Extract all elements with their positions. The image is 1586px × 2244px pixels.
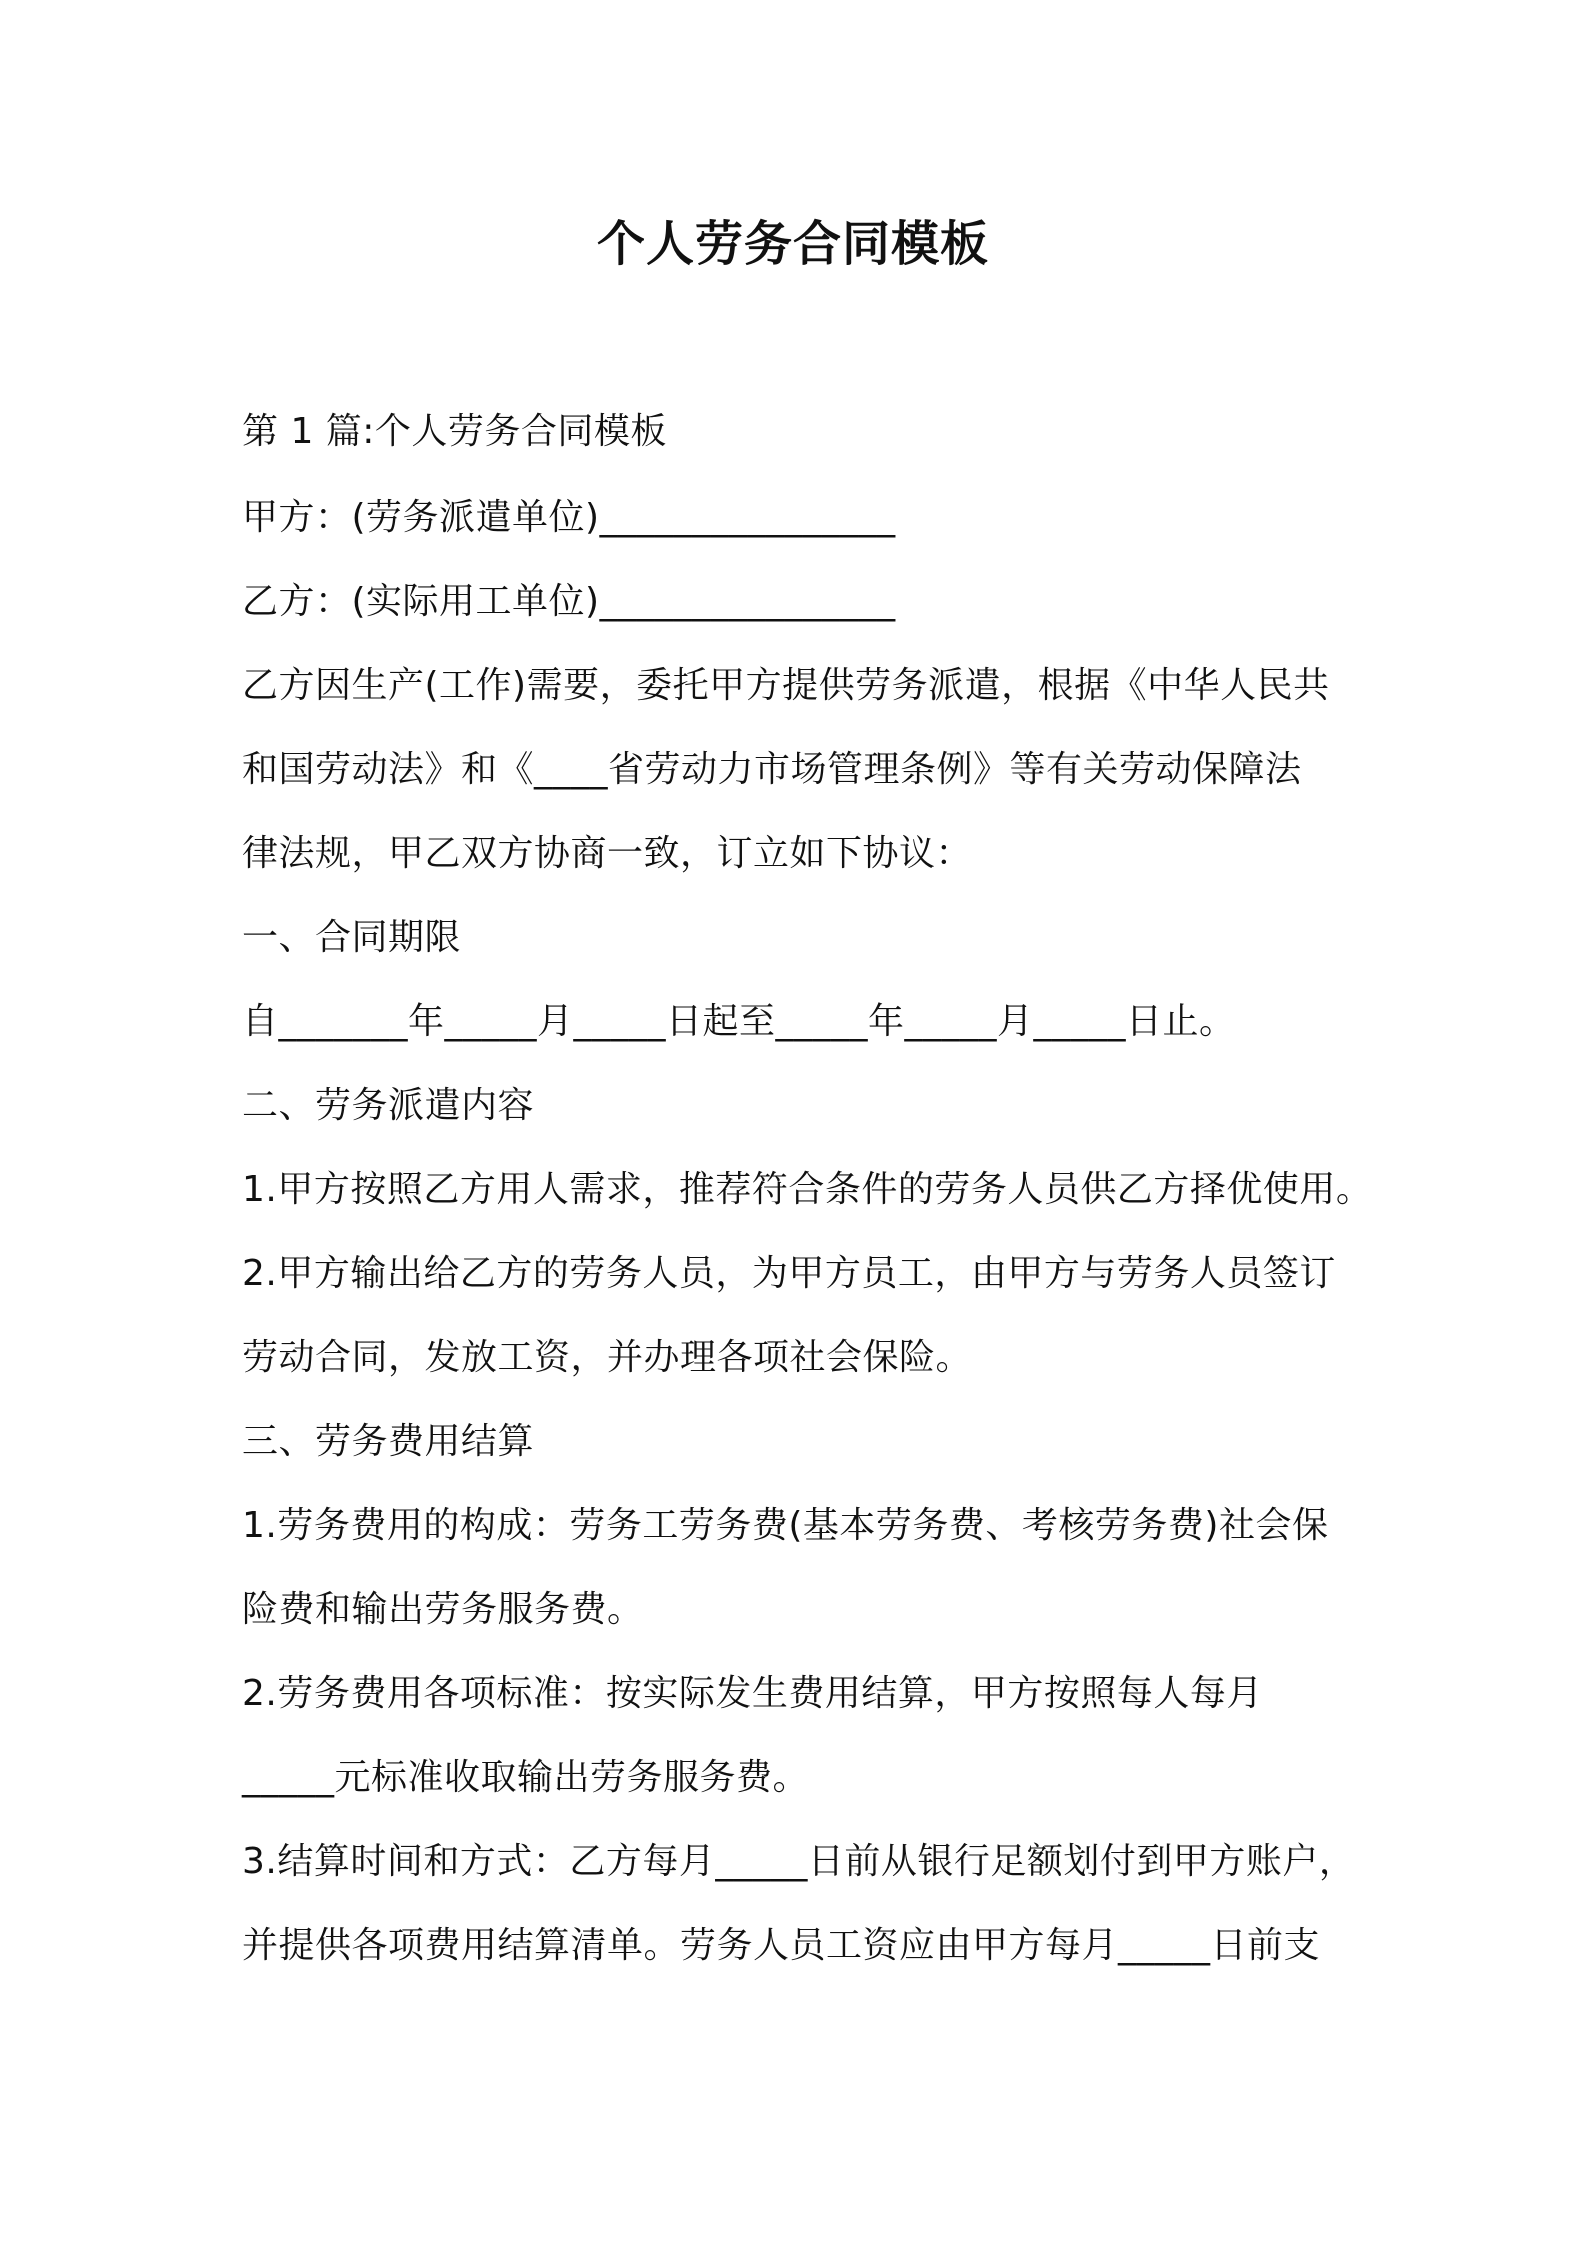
section-heading-part-1: 第 1 篇:个人劳务合同模板 xyxy=(242,411,667,452)
section-heading-fee-settlement: 三、劳务费用结算 xyxy=(242,1421,535,1462)
party-a-line: 甲方：(劳务派遣单位)________________ xyxy=(242,497,896,538)
document-title: 个人劳务合同模板 xyxy=(596,216,989,272)
dispatch-clause-1-line: 1.甲方按照乙方用人需求，推荐符合条件的劳务人员供乙方择优使用。 xyxy=(242,1169,1373,1210)
section-heading-contract-term: 一、合同期限 xyxy=(242,917,462,958)
preamble-line-1: 乙方因生产(工作)需要，委托甲方提供劳务派遣，根据《中华人民共 xyxy=(242,665,1330,706)
contract-term-dates-line: 自_______年_____月_____日起至_____年_____月_____日止。 xyxy=(242,1001,1236,1042)
dispatch-clause-2-line-2: 劳动合同，发放工资，并办理各项社会保险。 xyxy=(242,1337,973,1378)
fee-clause-3-line-1: 3.结算时间和方式：乙方每月_____日前从银行足额划付到甲方账户， xyxy=(242,1841,1356,1882)
fee-clause-1-line-2: 险费和输出劳务服务费。 xyxy=(242,1589,644,1630)
fee-clause-1-line-1: 1.劳务费用的构成：劳务工劳务费(基本劳务费、考核劳务费)社会保 xyxy=(242,1505,1329,1546)
party-b-line: 乙方：(实际用工单位)________________ xyxy=(242,581,896,622)
section-heading-dispatch-content: 二、劳务派遣内容 xyxy=(242,1085,535,1126)
fee-clause-3-line-2: 并提供各项费用结算清单。劳务人员工资应由甲方每月_____日前支 xyxy=(242,1925,1321,1966)
preamble-line-2: 和国劳动法》和《____省劳动力市场管理条例》等有关劳动保障法 xyxy=(242,749,1302,790)
dispatch-clause-2-line-1: 2.甲方输出给乙方的劳务人员，为甲方员工，由甲方与劳务人员签订 xyxy=(242,1253,1336,1294)
fee-clause-2-line-1: 2.劳务费用各项标准：按实际发生费用结算，甲方按照每人每月 xyxy=(242,1673,1263,1714)
fee-clause-2-line-2: _____元标准收取输出劳务服务费。 xyxy=(242,1757,810,1798)
preamble-line-3: 律法规，甲乙双方协商一致，订立如下协议： xyxy=(242,833,973,874)
